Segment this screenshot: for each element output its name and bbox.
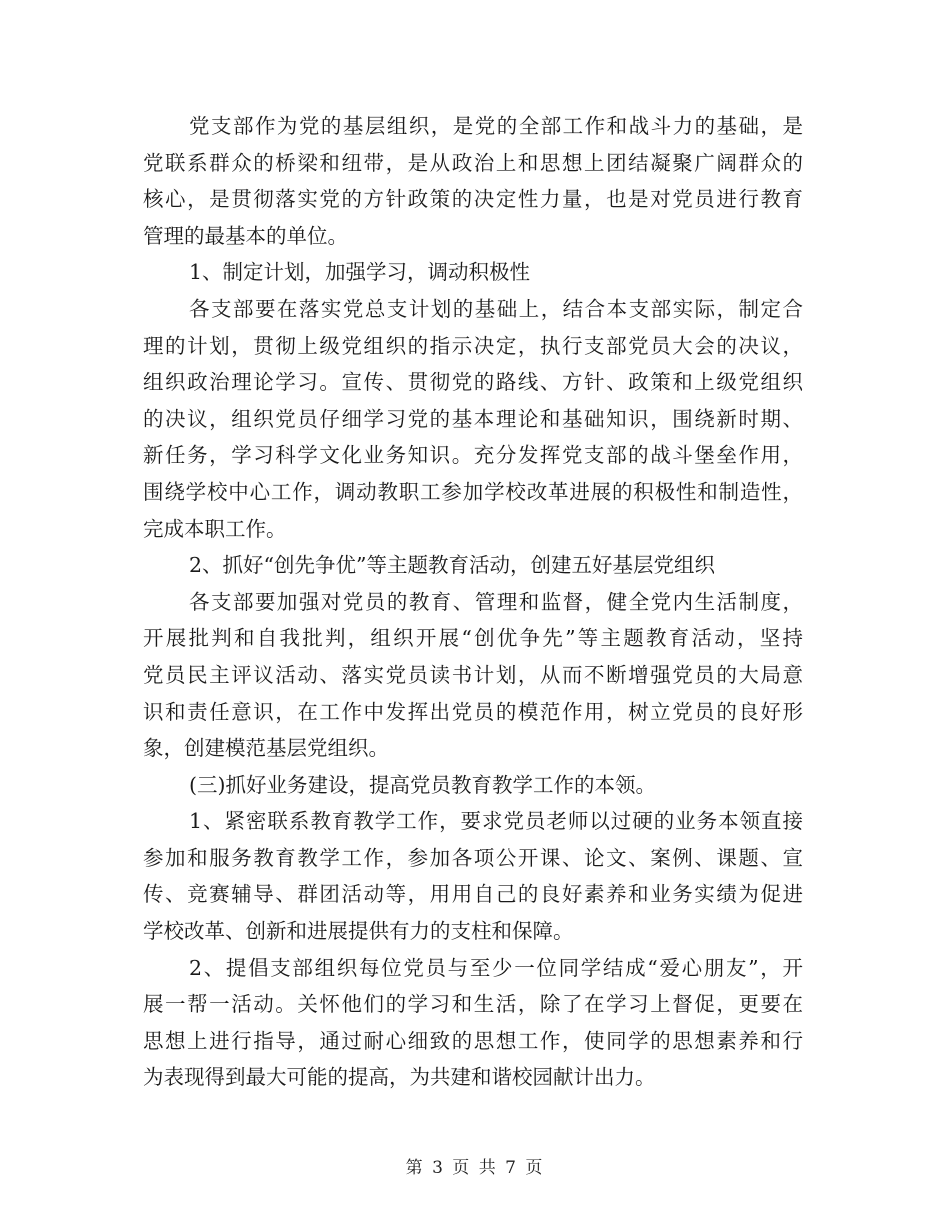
section-heading-activities (143, 547, 803, 584)
paragraph-friends (143, 950, 803, 1096)
text-line: 组织政治理论学习。宣传、贯彻党的路线、方针、政策和上级党组织 (143, 370, 803, 395)
text-line: 2、抓好“创先争优”等主题教育活动，创建五好基层党组织 (189, 553, 716, 578)
text-line: 完成本职工作。 (143, 516, 287, 541)
text-line: (三)抓好业务建设，提高党员教育教学工作的本领。 (189, 772, 656, 797)
text-line: 学校改革、创新和进展提供有力的支柱和保障。 (143, 919, 574, 944)
text-line: 1、制定计划，加强学习，调动积极性 (189, 260, 531, 285)
paragraph-intro (143, 108, 803, 254)
text-line: 开展批判和自我批判，组织开展“创优争先”等主题教育活动，坚持 (143, 626, 803, 651)
text-line: 围绕学校中心工作，调动教职工参加学校改革进展的积极性和制造性， (143, 479, 803, 504)
paragraph-plan (143, 291, 803, 547)
text-line: 2、提倡支部组织每位党员与至少一位同学结成“爱心朋友”，开 (189, 955, 803, 980)
document-body (143, 108, 803, 1096)
text-line: 管理的最基本的单位。 (143, 223, 348, 248)
section-heading-plan (143, 254, 803, 291)
text-line: 展一帮一活动。关怀他们的学习和生活，除了在学习上督促，更要在 (143, 992, 803, 1017)
text-line: 象，创建模范基层党组织。 (143, 736, 389, 761)
paragraph-teaching (143, 803, 803, 949)
text-line: 各支部要在落实党总支计划的基础上，结合本支部实际，制定合 (189, 296, 803, 321)
text-line: 识和责任意识，在工作中发挥出党员的模范作用，树立党员的良好形 (143, 699, 803, 724)
text-line: 新任务，学习科学文化业务知识。充分发挥党支部的战斗堡垒作用， (143, 443, 803, 468)
text-line: 党联系群众的桥梁和纽带，是从政治上和思想上团结凝聚广阔群众的 (143, 150, 803, 175)
section-heading-business (143, 767, 803, 804)
page-footer: 第 3 页 共 7 页 (405, 1158, 545, 1178)
paragraph-activities (143, 584, 803, 767)
text-line: 传、竞赛辅导、群团活动等，用用自己的良好素养和业务实绩为促进 (143, 882, 803, 907)
text-line: 党员民主评议活动、落实党员读书计划，从而不断增强党员的大局意 (143, 662, 803, 687)
text-line: 理的计划，贯彻上级党组织的指示决定，执行支部党员大会的决议， (143, 333, 803, 358)
text-line: 参加和服务教育教学工作，参加各项公开课、论文、案例、课题、宣 (143, 845, 803, 870)
text-line: 核心，是贯彻落实党的方针政策的决定性力量，也是对党员进行教育 (143, 187, 803, 212)
text-line: 党支部作为党的基层组织，是党的全部工作和战斗力的基础，是 (189, 114, 803, 138)
text-line: 思想上进行指导，通过耐心细致的思想工作，使同学的思想素养和行 (143, 1028, 803, 1053)
text-line: 的决议，组织党员仔细学习党的基本理论和基础知识，围绕新时期、 (143, 406, 803, 431)
text-line: 各支部要加强对党员的教育、管理和监督，健全党内生活制度， (189, 589, 803, 614)
text-line: 为表现得到最大可能的提高，为共建和谐校园献计出力。 (143, 1065, 656, 1090)
text-line: 1、紧密联系教育教学工作，要求党员老师以过硬的业务本领直接 (189, 809, 803, 834)
